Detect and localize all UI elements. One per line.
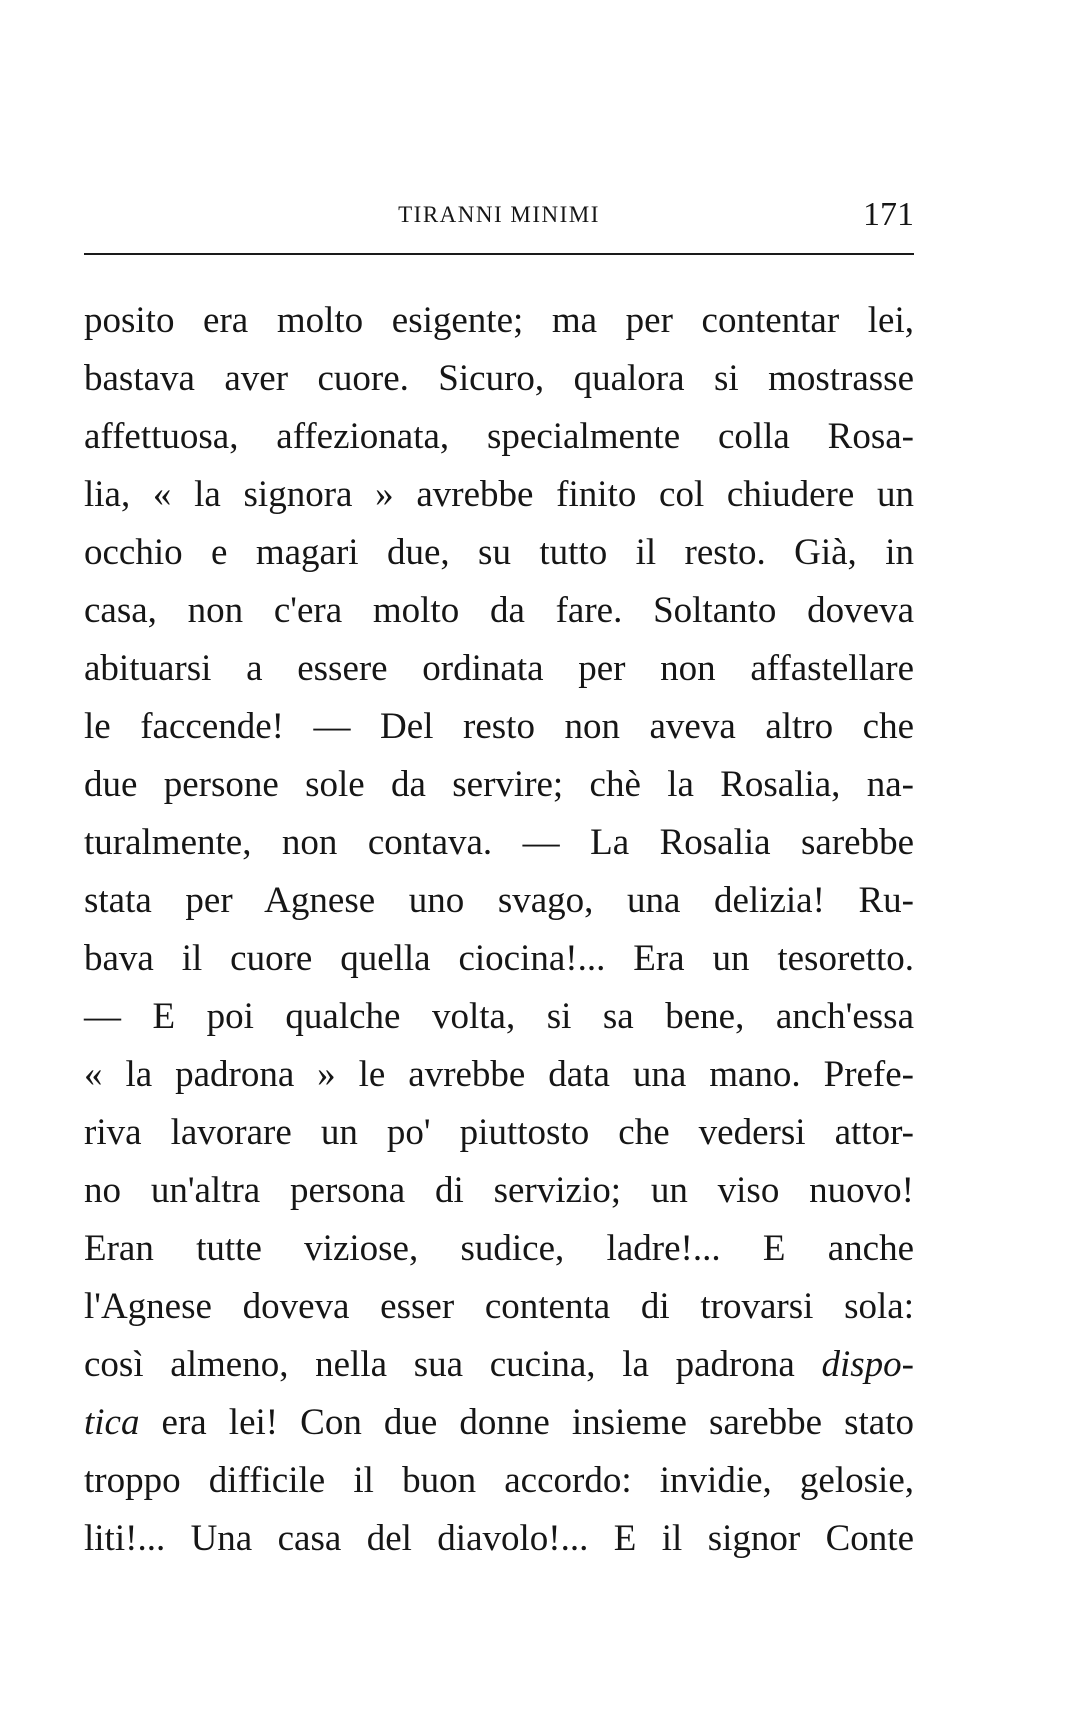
text-line: — E poi qualche volta, si sa bene, anch'essa: [84, 996, 914, 1037]
text-line: occhio e magari due, su tutto il resto. Già, in: [84, 532, 914, 573]
text-line: [84, 1336, 914, 1394]
page-header: [84, 196, 914, 236]
text-line: bastava aver cuore. Sicuro, qualora si mostrasse: [84, 358, 914, 399]
text-line: affettuosa, affezionata, specialmente colla Rosa-: [84, 416, 914, 457]
text-line: « la padrona » le avrebbe data una mano. Prefe-: [84, 1054, 914, 1095]
text-line: Eran tutte viziose, sudice, ladre!... E anche: [84, 1228, 914, 1269]
italic-word: dispo-: [821, 1344, 914, 1385]
text-line: due persone sole da servire; chè la Rosalia, na-: [84, 764, 914, 805]
text-segment: era lei! Con due donne insieme sarebbe stato: [139, 1402, 914, 1443]
body-text: [84, 292, 914, 1568]
text-line: l'Agnese doveva esser contenta di trovarsi sola:: [84, 1286, 914, 1327]
italic-word: tica: [84, 1402, 140, 1443]
text-line: no un'altra persona di servizio; un viso nuovo!: [84, 1170, 914, 1211]
text-segment: così almeno, nella sua cucina, la padrona: [84, 1344, 822, 1385]
running-title: TIRANNI MINIMI: [398, 202, 600, 227]
text-line: troppo difficile il buon accordo: invidie, gelosie,: [84, 1460, 914, 1501]
text-line: casa, non c'era molto da fare. Soltanto doveva: [84, 590, 914, 631]
text-line: lia, « la signora » avrebbe finito col chiudere un: [84, 474, 914, 515]
text-line: liti!... Una casa del diavolo!... E il signor Conte: [84, 1518, 914, 1559]
text-line: stata per Agnese uno svago, una delizia! Ru-: [84, 880, 914, 921]
text-line: posito era molto esigente; ma per contentar lei,: [84, 300, 914, 341]
text-line: abituarsi a essere ordinata per non affastellare: [84, 648, 914, 689]
text-line: [84, 1394, 914, 1452]
text-line: turalmente, non contava. — La Rosalia sarebbe: [84, 822, 914, 863]
text-line: bava il cuore quella ciocina!... Era un tesoretto.: [84, 938, 914, 979]
header-rule: [84, 253, 914, 255]
text-line: riva lavorare un po' piuttosto che vedersi attor-: [84, 1112, 914, 1153]
text-line: le faccende! — Del resto non aveva altro che: [84, 706, 914, 747]
page-number: 171: [863, 196, 914, 233]
